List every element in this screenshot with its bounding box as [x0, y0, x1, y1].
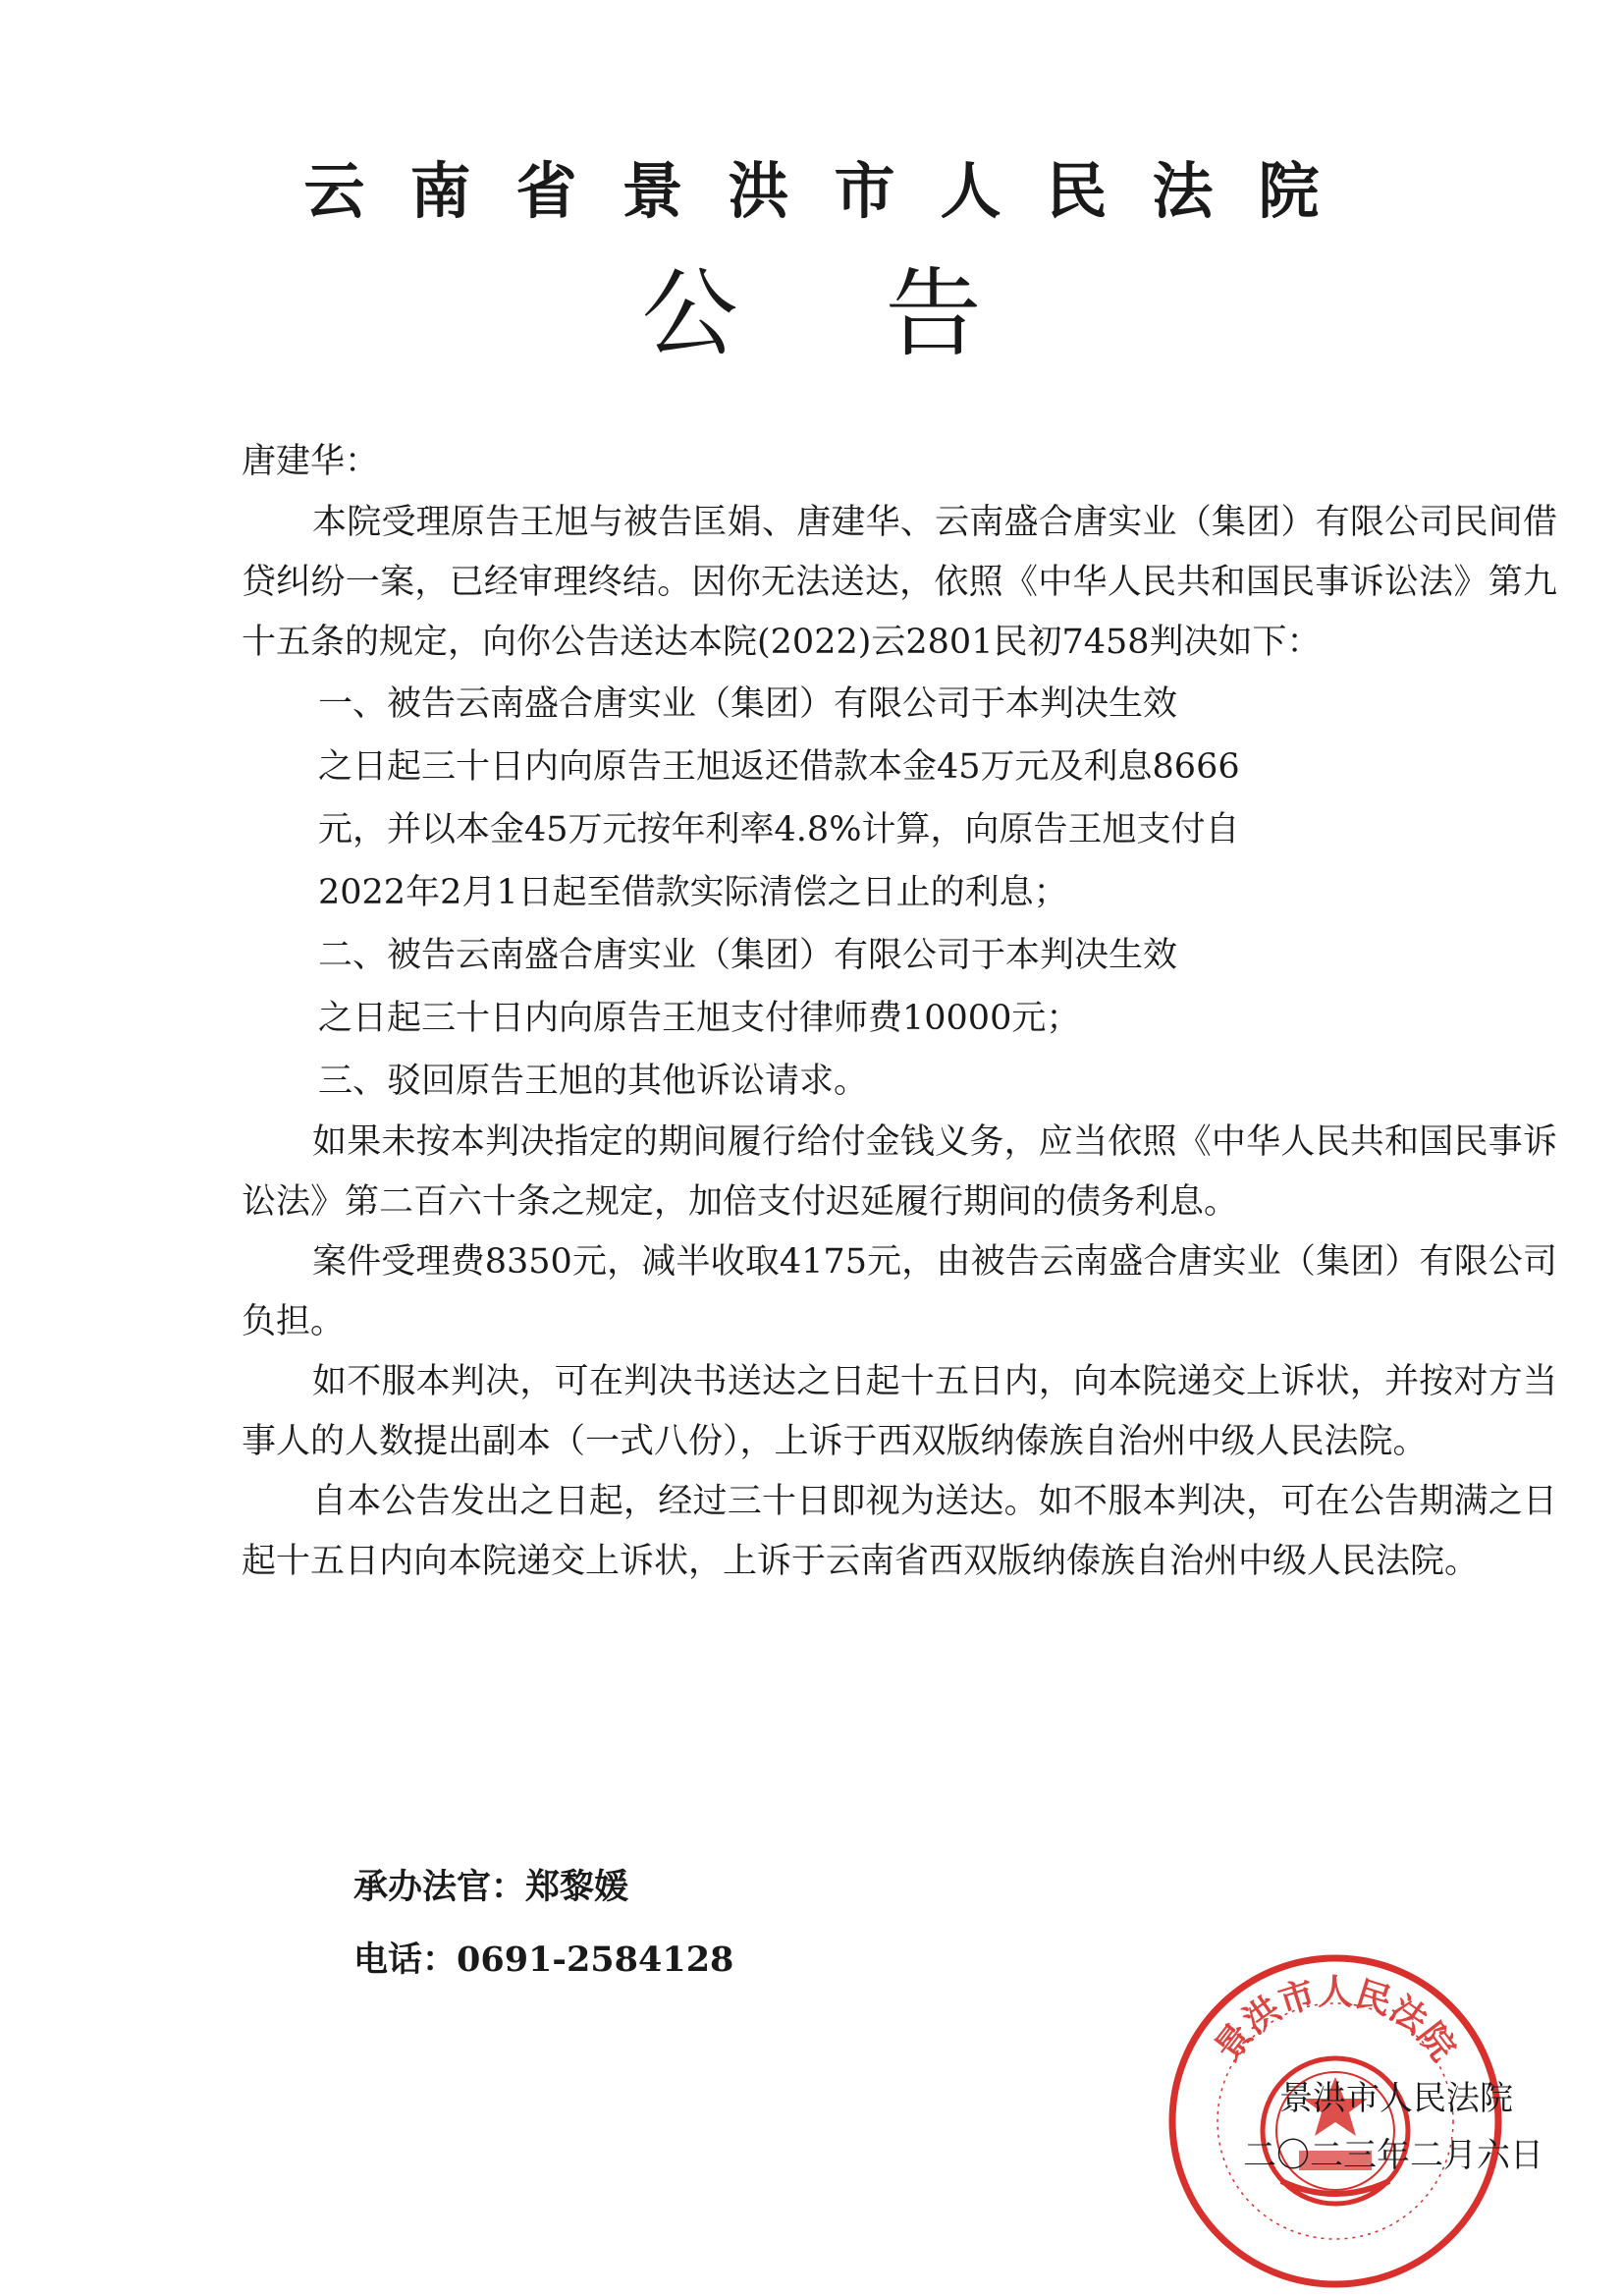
document-title: 公告	[641, 258, 1129, 370]
issue-date: 二〇二三年二月六日	[1243, 2136, 1543, 2175]
appeal-paragraph: 如不服本判决，可在判决书送达之日起十五日内，向本院递交上诉状，并按对方当事人的人数提出副本（一式八份），上诉于西双版纳傣族自治州中级人民法院。	[242, 1362, 1557, 1461]
service-notice-paragraph: 自本公告发出之日起，经过三十日即视为送达。如不服本判决，可在公告期满之日起十五日内向本院递交上诉状，上诉于云南省西双版纳傣族自治州中级人民法院。	[242, 1482, 1557, 1581]
penalty-paragraph: 如果未按本判决指定的期间履行给付金钱义务，应当依照《中华人民共和国民事诉讼法》第二百六十条之规定，加倍支付迟延履行期间的债务利息。	[242, 1122, 1557, 1222]
notice-body	[242, 493, 1557, 1592]
judgment-item-1	[242, 673, 1557, 924]
judge-line: 承办法官：郑黎媛	[353, 1867, 629, 1907]
fee-paragraph: 案件受理费8350元，减半收取4175元，由被告云南盛合唐实业（集团）有限公司负担。	[242, 1242, 1557, 1341]
seal-text: 景洪市人民法院	[1207, 1971, 1464, 2069]
contact-block	[353, 1851, 733, 1996]
addressee: 唐建华：	[242, 442, 380, 481]
item-2-line: 二、被告云南盛合唐实业（集团）有限公司于本判决生效	[318, 936, 1178, 975]
judgment-item-3	[242, 1050, 1557, 1113]
intro-paragraph: 本院受理原告王旭与被告匡娟、唐建华、云南盛合唐实业（集团）有限公司民间借贷纠纷一案，已经审理终结。因你无法送达，依照《中华人民共和国民事诉讼法》第九十五条的规定，向你公告送达本院(2022)云2801民初7458判决如下：	[242, 503, 1557, 662]
issuer-name: 景洪市人民法院	[1279, 2079, 1513, 2118]
item-1-line: 元，并以本金45万元按年利率4.8%计算，向原告王旭支付自	[318, 810, 1240, 849]
issuer-block	[1210, 2070, 1543, 2184]
phone-line: 电话：0691-2584128	[353, 1940, 734, 1980]
court-name: 云南省景洪市人民法院	[303, 155, 1365, 227]
item-2-line: 之日起三十日内向原告王旭支付律师费10000元；	[318, 999, 1081, 1038]
item-1-line: 2022年2月1日起至借款实际清偿之日止的利息；	[318, 873, 1068, 912]
judgment-item-2	[242, 924, 1557, 1050]
item-1-line: 一、被告云南盛合唐实业（集团）有限公司于本判决生效	[318, 684, 1178, 724]
item-3-line: 三、驳回原告王旭的其他诉讼请求。	[318, 1062, 869, 1101]
item-1-line: 之日起三十日内向原告王旭返还借款本金45万元及利息8666	[318, 747, 1240, 787]
